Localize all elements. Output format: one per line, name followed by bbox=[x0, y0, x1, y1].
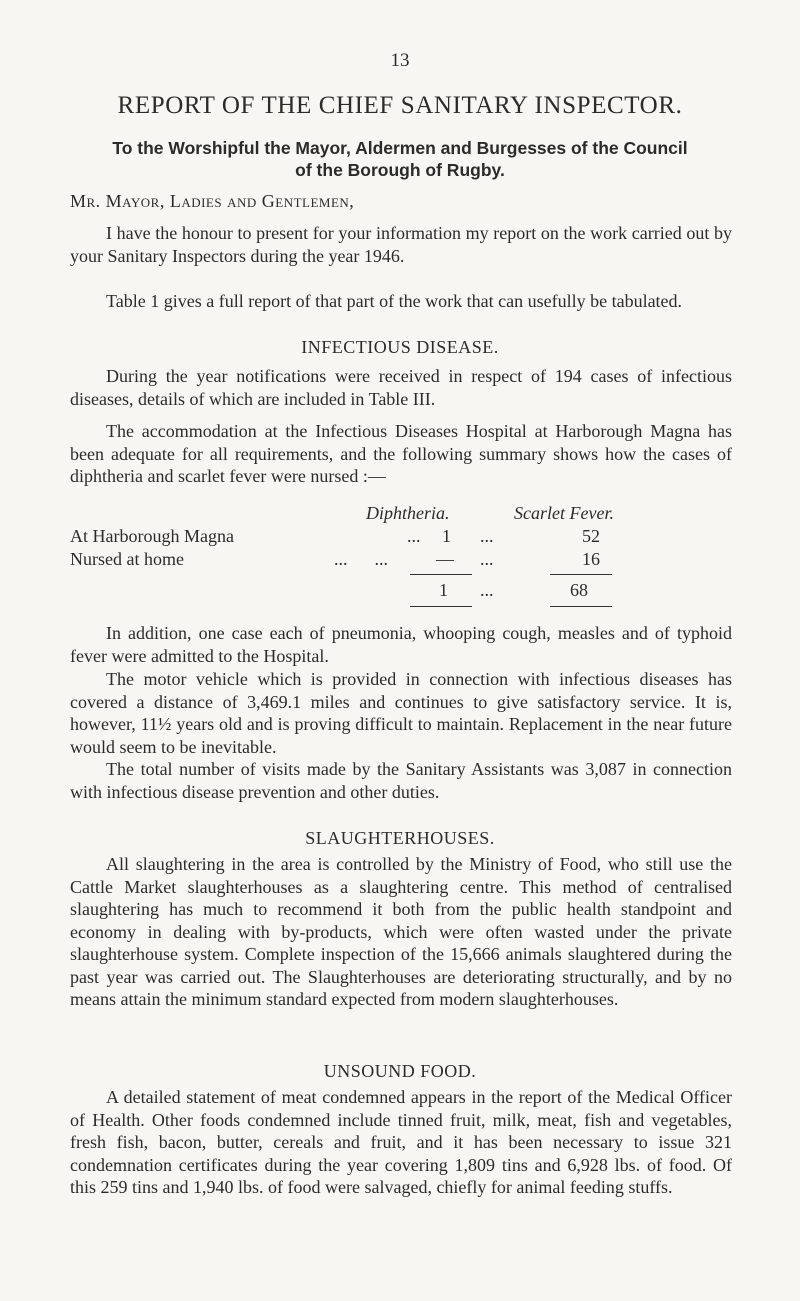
total-scarlet: 68 bbox=[570, 580, 588, 600]
total-separator: ... bbox=[480, 580, 494, 600]
heading-infectious-disease: INFECTIOUS DISEASE. bbox=[301, 337, 499, 357]
infectious-paragraph-2: The accommodation at the Infectious Diseases Hospital at Harborough Magna has been adequate for all requirements, and the following summary shows how the cases of diphtheria and scarlet fever were nursed :— bbox=[70, 421, 732, 486]
rule-scarlet-top bbox=[550, 574, 612, 575]
column-header-scarlet-fever: Scarlet Fever. bbox=[514, 503, 614, 523]
rule-diphtheria-top bbox=[410, 574, 472, 575]
address-line-2: of the Borough of Rugby. bbox=[295, 160, 505, 180]
row-separator: ... bbox=[480, 526, 494, 546]
rule-diphtheria-bottom bbox=[410, 606, 472, 607]
total-diphtheria: 1 bbox=[439, 580, 448, 600]
infectious-paragraph-5: The total number of visits made by the Sanitary Assistants was 3,087 in connection with infectious disease prevention and other duties. bbox=[70, 759, 732, 802]
page-number: 13 bbox=[390, 50, 410, 71]
row-separator: ... bbox=[480, 549, 494, 569]
rule-scarlet-bottom bbox=[550, 606, 612, 607]
infectious-paragraph-3: In addition, one case each of pneumonia, whooping cough, measles and of typhoid fever were admitted to the Hospital. bbox=[70, 623, 732, 666]
infectious-paragraph-1: During the year notifications were received in respect of 194 cases of infectious diseases, details of which are included in Table III. bbox=[70, 366, 732, 409]
address-block bbox=[60, 137, 740, 181]
cell-scarlet-harborough: 52 bbox=[582, 526, 600, 546]
heading-unsound-food: UNSOUND FOOD. bbox=[323, 1061, 477, 1081]
heading-slaughterhouses: SLAUGHTERHOUSES. bbox=[305, 828, 495, 848]
row-label-home: Nursed at home bbox=[70, 549, 184, 569]
infectious-paragraph-4: The motor vehicle which is provided in connection with infectious diseases has covered a distance of 3,469.1 miles and continues to give satisfactory service. It is, however, 11½ years old and is proving difficult to maintain. Replacement in the near future would seem to be inevitable. bbox=[70, 669, 732, 757]
cell-diphtheria-home: — bbox=[436, 549, 454, 569]
row-label-harborough: At Harborough Magna bbox=[70, 526, 234, 546]
report-title: REPORT OF THE CHIEF SANITARY INSPECTOR. bbox=[117, 92, 683, 119]
address-line-1: To the Worshipful the Mayor, Aldermen and Burgesses of the Council bbox=[112, 138, 688, 158]
unsound-food-paragraph: A detailed statement of meat condemned appears in the report of the Medical Officer of Health. Other foods condemned include tinned fruit, milk, meat, fish and vegetables, fresh fish, bacon, butter, cereals and fruit, and it has been necessary to issue 321 condemnation certificates during the year covering 1,809 tins and 6,928 lbs. of food. Of this 259 tins and 1,940 lbs. of food were salvaged, chiefly for animal feeding stuffs. bbox=[70, 1087, 732, 1197]
cell-diphtheria-harborough: 1 bbox=[442, 526, 451, 546]
row-leader: ... bbox=[407, 526, 421, 546]
column-header-diphtheria: Diphtheria. bbox=[366, 503, 450, 523]
intro-paragraph-2: Table 1 gives a full report of that part of the work that can usefully be tabulated. bbox=[106, 291, 683, 311]
cell-scarlet-home: 16 bbox=[582, 549, 600, 569]
intro-paragraph-1: I have the honour to present for your information my report on the work carried out by your Sanitary Inspectors during the year 1946. bbox=[70, 223, 732, 266]
row-leader: ... ... bbox=[334, 549, 388, 569]
salutation: Mr. Mayor, Ladies and Gentlemen, bbox=[70, 191, 355, 211]
slaughterhouses-paragraph: All slaughtering in the area is controlled by the Ministry of Food, who still use the Cattle Market slaughterhouses as a slaughtering centre. This method of centralised slaughtering has much to recommend it both from the public health standpoint and economy in dealing with by-products, which were often wasted under the private slaughterhouse system. Complete inspection of the 15,666 animals slaughtered during the past year was carried out. The Slaughterhouses are deteriorating structurally, and by no means attain the minimum standard expected from modern slaughterhouses. bbox=[70, 854, 732, 1009]
